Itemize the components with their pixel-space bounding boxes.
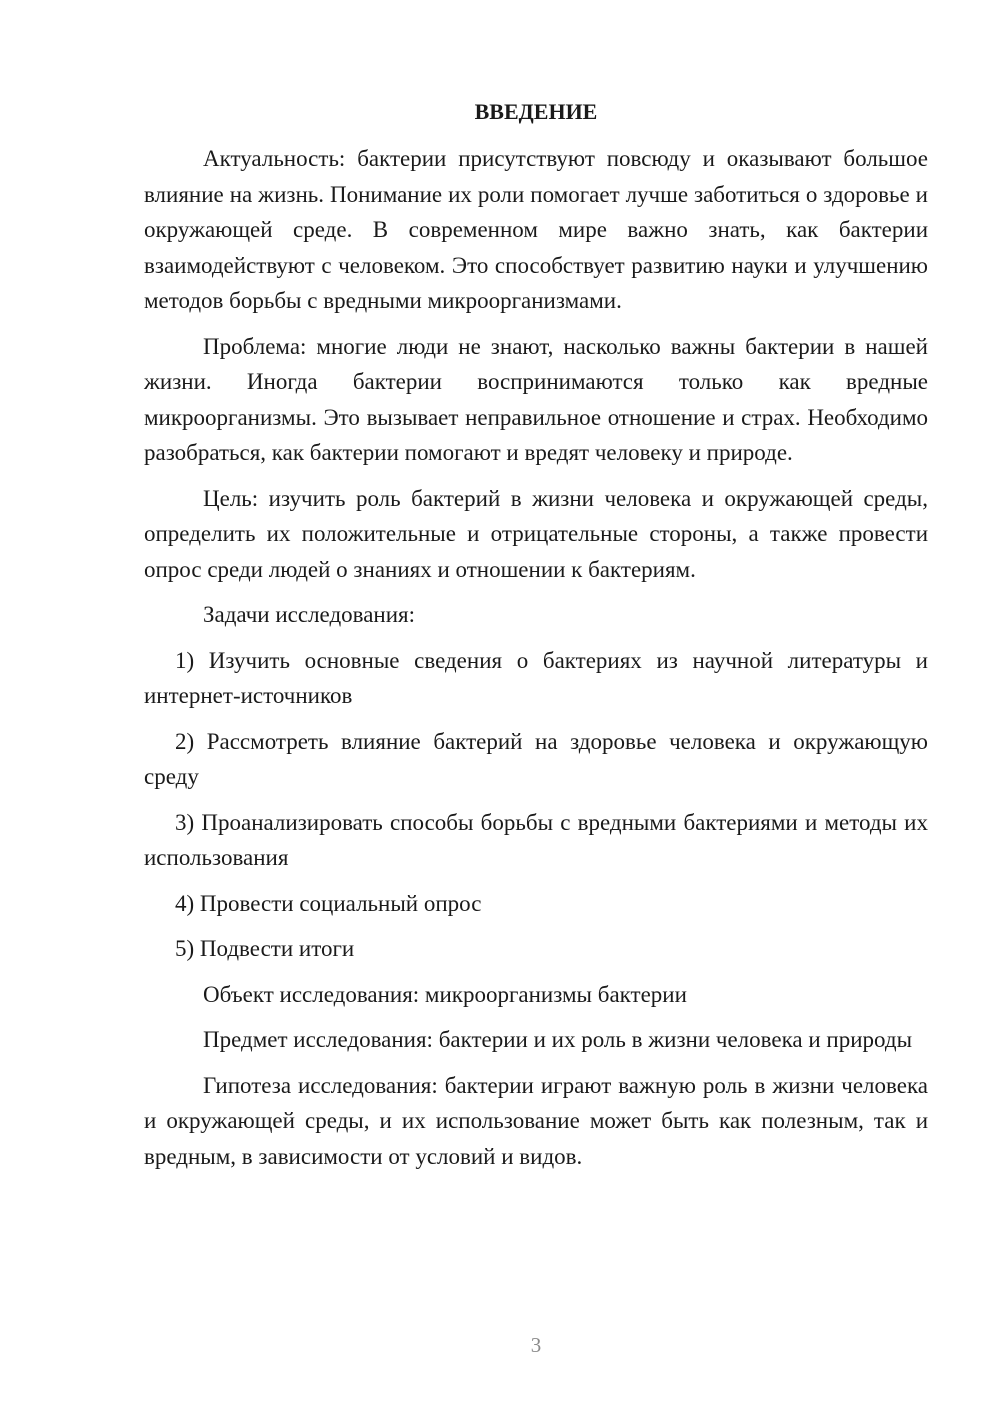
document-body [144,94,928,1174]
tasks-list [144,643,928,967]
list-item: 5) Подвести итоги [175,936,355,961]
paragraph-hypothesis: Гипотеза исследования: бактерии играют важную роль в жизни человека и окружающей среды, и их использование может быть как полезным, так и вредным, в зависимости от условий и видов. [144,1072,928,1169]
paragraph-object: Объект исследования: микроорганизмы бактерии [203,981,687,1007]
paragraph-problem: Проблема: многие люди не знают, насколько важны бактерии в нашей жизни. Иногда бактерии воспринимаются только как вредные микроорганизмы. Это вызывает неправильное отношение и страх. Необходимо разобраться, как бактерии помогают и вредят человеку и природе. [144,333,928,465]
list-item: 4) Провести социальный опрос [175,890,482,916]
list-item: 1) Изучить основные сведения о бактериях из научной литературы и интернет-источников [144,647,928,708]
list-item: 3) Проанализировать способы борьбы с вредными бактериями и методы их использования [144,809,928,870]
paragraph-subject: Предмет исследования: бактерии и их роль в жизни человека и природы [203,1027,913,1052]
section-title: ВВЕДЕНИЕ [474,99,598,124]
tasks-heading: Задачи исследования: [203,602,416,627]
list-item: 2) Рассмотреть влияние бактерий на здоровье человека и окружающую среду [144,728,928,789]
paragraph-goal: Цель: изучить роль бактерий в жизни человека и окружающей среды, определить их положительные и отрицательные стороны, а также провести опрос среди людей о знаниях и отношении к бактериям. [144,485,928,582]
page-number: 3 [530,1333,542,1357]
paragraph-relevance: Актуальность: бактерии присутствуют повсюду и оказывают большое влияние на жизнь. Понимание их роли помогает лучше заботиться о здоровье и окружающей среде. В современном мире важно знать, как бактерии взаимодействуют с человеком. Это способствует развитию науки и улучшению методов борьбы с вредными микроорганизмами. [144,146,928,313]
